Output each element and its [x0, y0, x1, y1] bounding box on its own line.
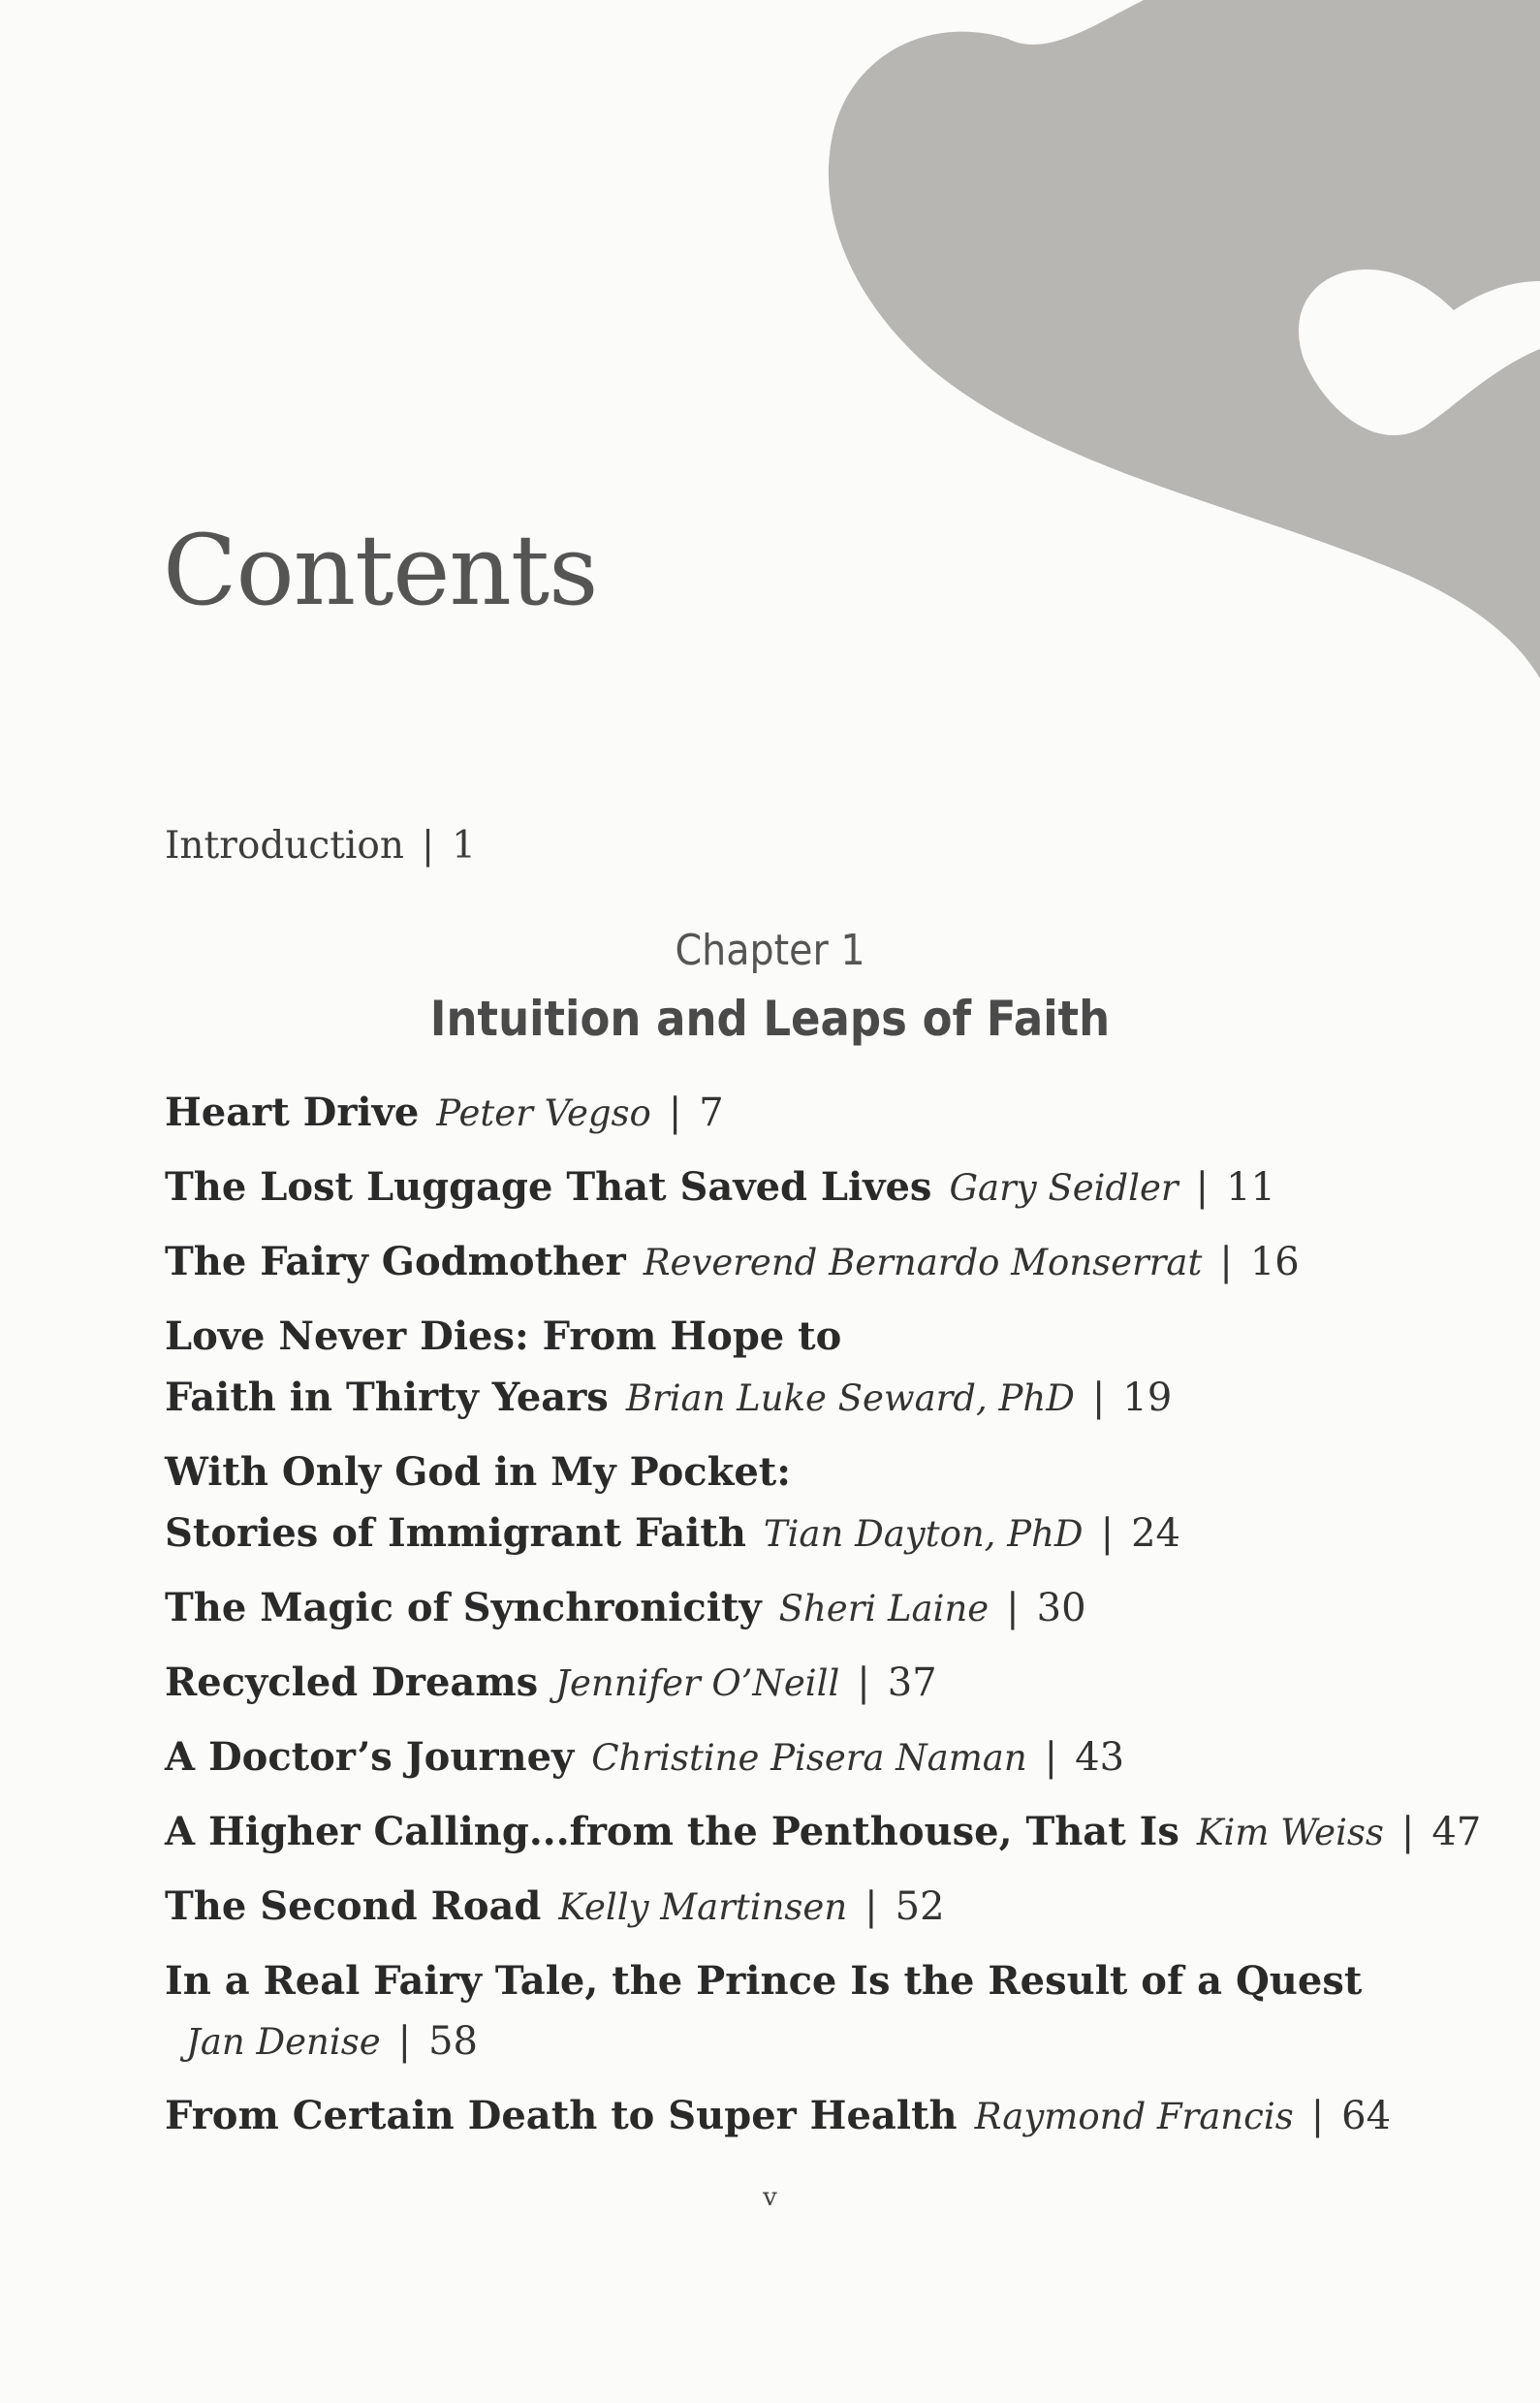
entry-author: Raymond Francis	[974, 2096, 1294, 2137]
entry-title-line2: Stories of Immigrant Faith	[165, 1510, 746, 1556]
separator: |	[1219, 1240, 1233, 1284]
chapter-title: Intuition and Leaps of Faith	[429, 991, 1111, 1047]
page-number: v	[763, 2183, 777, 2212]
entry-title: A Doctor’s Journey	[165, 1734, 575, 1780]
entry-title-line2: Faith in Thirty Years	[165, 1375, 609, 1420]
entry-title: The Magic of Synchronicity	[165, 1585, 762, 1630]
toc-entry[interactable]	[165, 1950, 1425, 2072]
entry-title: Heart Drive	[165, 1090, 420, 1135]
entry-page: 43	[1075, 1735, 1125, 1780]
entry-page: 11	[1226, 1165, 1275, 1210]
entry-page: 37	[887, 1660, 937, 1705]
entry-title: In a Real Fairy Tale, the Prince Is the Result of a Quest	[165, 1958, 1363, 2004]
chapter-number: Chapter 1	[675, 926, 865, 975]
separator: |	[1006, 1586, 1020, 1630]
entry-author: Reverend Bernardo Monserrat	[643, 1242, 1203, 1283]
entry-title: The Second Road	[165, 1883, 542, 1929]
page-title: Contents	[163, 514, 598, 627]
entry-title: A Higher Calling...from the Penthouse, That Is	[165, 1809, 1179, 1854]
entry-page: 19	[1122, 1375, 1173, 1420]
toc-entry[interactable]	[165, 1577, 1425, 1639]
toc-entry[interactable]	[165, 1801, 1482, 1863]
separator: |	[1400, 1810, 1415, 1854]
toc-entry[interactable]	[165, 1306, 1425, 1429]
entry-page: 58	[428, 2019, 478, 2064]
entry-author: Jan Denise	[186, 2021, 381, 2063]
entry-author: Gary Seidler	[949, 1167, 1179, 1209]
entry-title: The Lost Luggage That Saved Lives	[165, 1164, 932, 1210]
entry-author: Tian Dayton, PhD	[763, 1513, 1084, 1555]
entry-author: Peter Vegso	[436, 1092, 651, 1134]
entry-author: Sheri Laine	[778, 1588, 990, 1629]
entry-page: 47	[1431, 1810, 1482, 1854]
separator: |	[1100, 1511, 1115, 1556]
separator: |	[864, 1884, 878, 1929]
entry-page: 52	[895, 1884, 945, 1929]
entry-title: Recycled Dreams	[165, 1660, 539, 1705]
separator: |	[1091, 1375, 1106, 1420]
entry-page: 1	[452, 824, 476, 868]
toc-entry[interactable]	[165, 1876, 1425, 1938]
toc-entry[interactable]	[165, 1082, 1425, 1144]
separator: |	[422, 824, 435, 868]
separator: |	[1044, 1735, 1058, 1780]
toc-entry-introduction[interactable]	[165, 824, 476, 868]
entry-author: Kelly Martinsen	[558, 1886, 848, 1928]
toc-entry[interactable]	[165, 1652, 1425, 1714]
toc-entry[interactable]	[165, 1726, 1425, 1788]
entry-page: 16	[1249, 1240, 1300, 1284]
separator: |	[857, 1660, 870, 1705]
entry-title-line1: With Only God in My Pocket:	[165, 1449, 792, 1495]
heart-decoration-icon	[0, 0, 1540, 775]
separator: |	[1310, 2094, 1325, 2138]
entry-page: 64	[1341, 2094, 1392, 2138]
entry-title: Introduction	[165, 824, 404, 868]
entry-author: Kim Weiss	[1196, 1812, 1384, 1853]
toc-entry[interactable]	[165, 2085, 1425, 2147]
entry-page: 7	[699, 1091, 724, 1135]
separator: |	[397, 2019, 412, 2064]
entry-title: From Certain Death to Super Health	[165, 2093, 958, 2138]
separator: |	[668, 1091, 682, 1135]
table-of-contents	[165, 1082, 1482, 2160]
entry-title-line1: Love Never Dies: From Hope to	[165, 1313, 842, 1359]
entry-page: 30	[1036, 1586, 1086, 1630]
toc-entry[interactable]	[165, 1231, 1425, 1293]
toc-entry[interactable]	[165, 1441, 1425, 1565]
entry-author: Brian Luke Seward, PhD	[625, 1377, 1075, 1419]
entry-author: Christine Pisera Naman	[591, 1737, 1027, 1779]
separator: |	[1195, 1165, 1210, 1210]
entry-author: Jennifer O’Neill	[555, 1662, 840, 1704]
entry-page: 24	[1131, 1511, 1180, 1556]
toc-entry[interactable]	[165, 1156, 1425, 1218]
entry-title: The Fairy Godmother	[165, 1239, 626, 1284]
